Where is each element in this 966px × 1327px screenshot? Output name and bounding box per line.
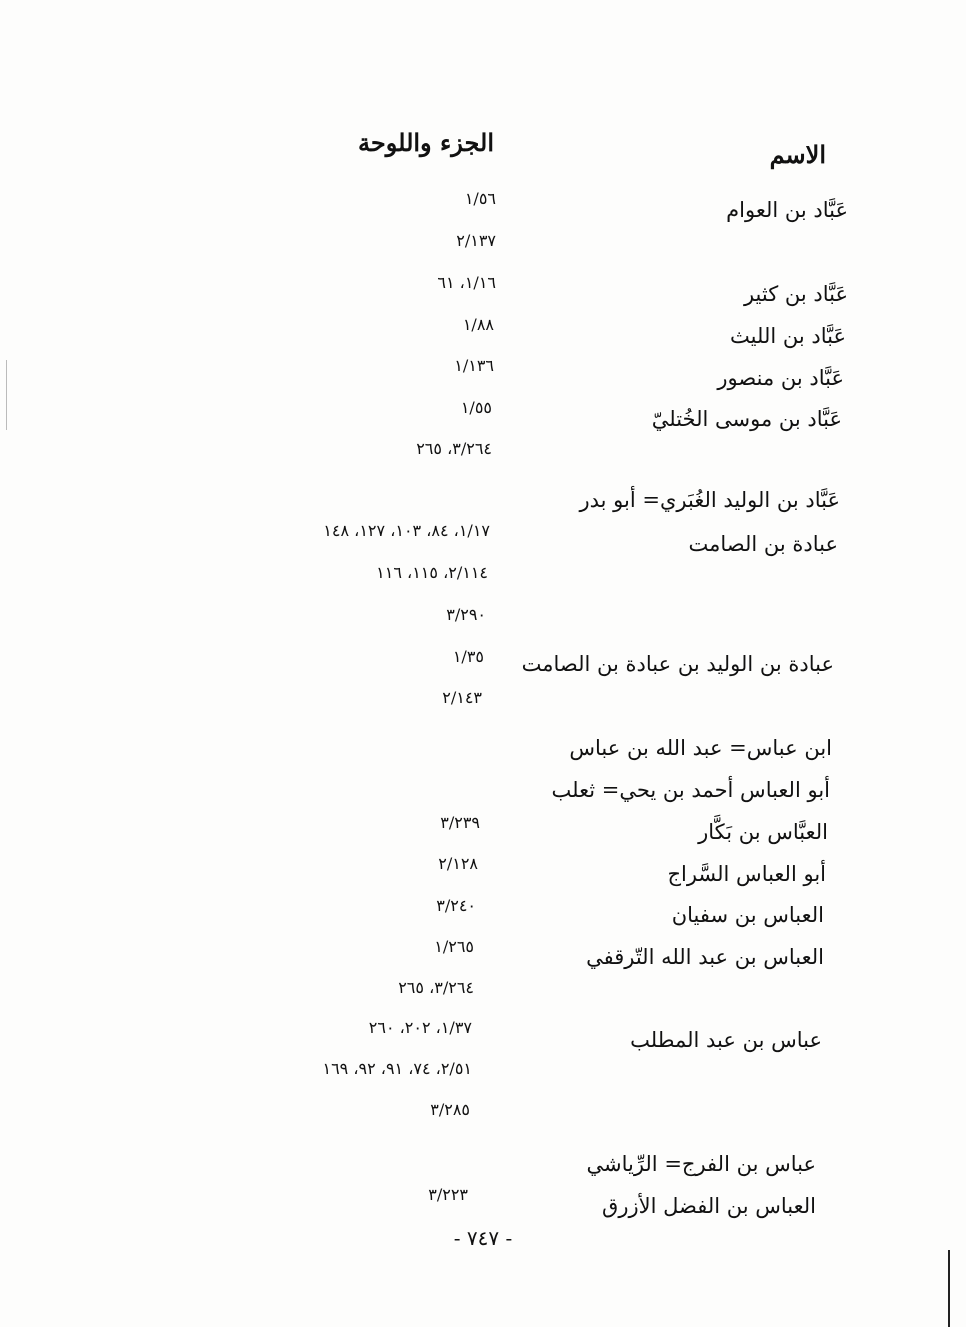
entry-name: عَبَّاد بن موسى الخُتليّ: [651, 407, 842, 431]
entry-name: العباس بن عبد الله التّرقفي: [586, 945, 824, 969]
entry-reference: ١/٨٨: [462, 315, 494, 334]
entry-reference: ١/١٧، ٨٤، ١٠٣، ١٢٧، ١٤٨: [323, 521, 490, 540]
column-header-name: الاسم: [769, 140, 826, 169]
entry-name: عَبَّاد بن الليث: [730, 324, 846, 348]
entry-name: عَبَّاد بن الوليد الغُبَري= أبو بدر: [579, 488, 840, 512]
entry-reference: ١/٣٥: [452, 647, 484, 666]
entry-reference: ٢/١٤٣: [442, 688, 482, 707]
entry-reference: ٣/٢٣٩: [440, 813, 480, 832]
entry-name: عبادة بن الوليد بن عبادة بن الصامت: [521, 652, 834, 676]
entry-name: عبادة بن الصامت: [688, 532, 838, 556]
entry-reference: ١/١٦، ٦١: [437, 273, 496, 292]
entry-reference: ٢/٥١، ٧٤، ٩١، ٩٢، ١٦٩: [322, 1059, 472, 1078]
entry-name: عباس بن الفرج= الرِّياشي: [586, 1152, 816, 1176]
entry-name: العباس بن الفضل الأزرق: [602, 1194, 816, 1218]
entry-reference: ٣/٢٦٤، ٢٦٥: [398, 978, 474, 997]
page-number: - ٧٤٧ -: [453, 1226, 513, 1250]
entry-reference: ٢/١١٤، ١١٥، ١١٦: [376, 563, 488, 582]
entry-reference: ٣/٢٨٥: [430, 1100, 470, 1119]
entry-reference: ١/٢٦٥: [434, 937, 474, 956]
entry-reference: ٢/١٢٨: [438, 854, 478, 873]
entry-reference: ١/٣٧، ٢٠٢، ٢٦٠: [368, 1018, 472, 1037]
entry-name: عباس بن عبد المطلب: [630, 1028, 822, 1052]
page-number-row: [0, 1226, 966, 1250]
entry-name: أبو العباس السَّراج: [667, 862, 826, 886]
entry-name: عَبَّاد بن منصور: [717, 366, 844, 390]
entry-name: عَبَّاد بن كثير: [743, 282, 848, 306]
entry-reference: ١/٥٦: [464, 189, 496, 208]
entry-reference: ٣/٢٢٣: [428, 1185, 468, 1204]
scan-edge-line: [948, 1250, 950, 1327]
entry-name: أبو العباس أحمد بن يحي= ثعلب: [551, 778, 830, 802]
entry-reference: ١/١٣٦: [454, 356, 494, 375]
entry-reference: ١/٥٥: [460, 398, 492, 417]
entry-reference: ٢/١٣٧: [456, 231, 496, 250]
scan-edge-mark: [6, 360, 7, 430]
entry-name: العبَّاس بن بَكَّار: [698, 820, 828, 844]
entry-name: العباس بن سفيان: [671, 903, 824, 927]
entry-name: عَبَّاد بن العوام: [726, 198, 848, 222]
entry-reference: ٣/٢٤٠: [436, 896, 476, 915]
column-header-volume: الجزء واللوحة: [358, 128, 494, 157]
entry-reference: ٣/٢٦٤، ٢٦٥: [416, 439, 492, 458]
entry-name: ابن عباس= عبد الله بن عباس: [569, 736, 832, 760]
entry-reference: ٣/٢٩٠: [446, 605, 486, 624]
